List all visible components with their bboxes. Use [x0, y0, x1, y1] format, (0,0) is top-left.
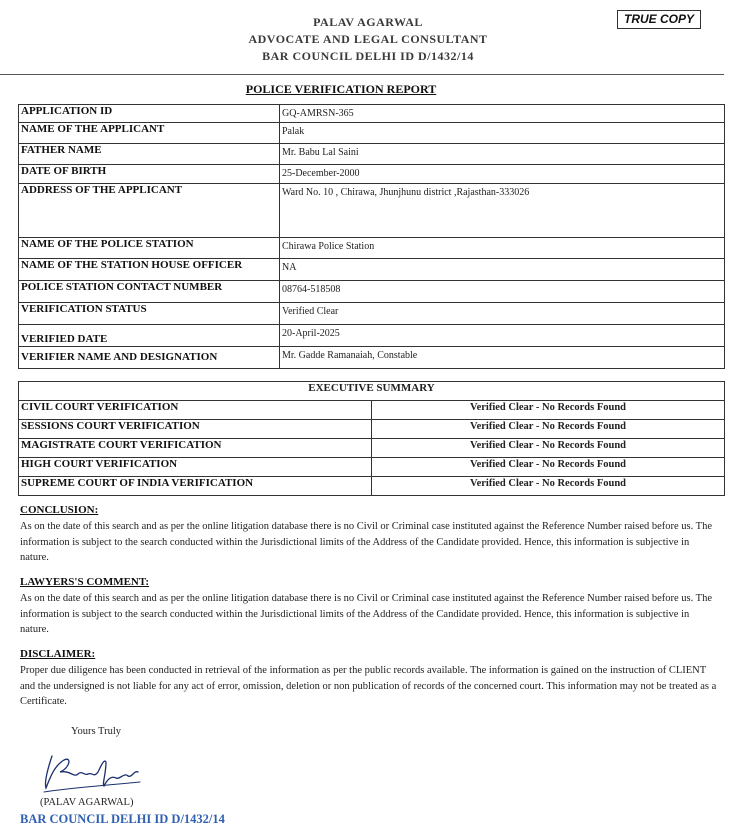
summary-heading: EXECUTIVE SUMMARY: [19, 382, 725, 401]
lawyers-comment-text: As on the date of this search and as per the online litigation database there is no Civil or Criminal case instituted against the Reference Number raised before us. The information is subject to the search conducted within the Jurisdictional limits of the Address of the Candidate provided. Hence, this information is subjective in nature.: [20, 593, 713, 635]
conclusion-title: CONCLUSION:: [20, 504, 99, 516]
signatory-bar-id: BAR COUNCIL DELHI ID D/1432/14: [20, 812, 225, 826]
table-row: [19, 325, 725, 347]
details-table: [18, 104, 725, 369]
disclaimer-section: [20, 647, 720, 710]
detail-label: NAME OF THE POLICE STATION: [19, 238, 280, 259]
detail-label: ADDRESS OF THE APPLICANT: [19, 184, 280, 238]
true-copy-stamp: TRUE COPY: [617, 10, 701, 29]
lawyers-comment-title: LAWYERS'S COMMENT:: [20, 576, 150, 588]
table-row: [19, 439, 725, 458]
table-row: [19, 382, 725, 401]
detail-value: Verified Clear: [280, 303, 725, 325]
court-label: HIGH COURT VERIFICATION: [19, 458, 372, 477]
disclaimer-title: DISCLAIMER:: [20, 648, 96, 660]
table-row: [19, 420, 725, 439]
detail-value: Ward No. 10 , Chirawa, Jhunjhunu district ,Rajasthan-333026: [280, 184, 725, 238]
header-divider: [0, 74, 724, 75]
court-status: Verified Clear - No Records Found: [372, 420, 725, 439]
court-label: SESSIONS COURT VERIFICATION: [19, 420, 372, 439]
detail-label: POLICE STATION CONTACT NUMBER: [19, 281, 280, 303]
lawyer-name: PALAV AGARWAL: [313, 15, 423, 29]
table-row: [19, 458, 725, 477]
table-row: [19, 281, 725, 303]
table-row: [19, 144, 725, 165]
lawyers-comment-section: [20, 575, 720, 638]
detail-label: FATHER NAME: [19, 144, 280, 165]
detail-label: DATE OF BIRTH: [19, 165, 280, 184]
conclusion-text: As on the date of this search and as per the online litigation database there is no Civil or Criminal case instituted against the Reference Number raised before us. The information is subject to the search conducted within the Jurisdictional limits of the Address of the Candidate provided. Hence, this information is subjective in nature.: [20, 521, 713, 563]
table-row: [19, 105, 725, 123]
court-status: Verified Clear - No Records Found: [372, 401, 725, 420]
executive-summary-table: [18, 381, 725, 496]
detail-value: Palak: [280, 123, 725, 144]
detail-value: Mr. Babu Lal Saini: [280, 144, 725, 165]
detail-label: VERIFICATION STATUS: [19, 303, 280, 325]
detail-label: VERIFIER NAME AND DESIGNATION: [19, 347, 280, 369]
detail-value: 08764-518508: [280, 281, 725, 303]
detail-label: NAME OF THE STATION HOUSE OFFICER: [19, 259, 280, 281]
court-label: MAGISTRATE COURT VERIFICATION: [19, 439, 372, 458]
lawyer-title: ADVOCATE AND LEGAL CONSULTANT: [248, 32, 488, 46]
disclaimer-text: Proper due diligence has been conducted in retrieval of the information as per the public records available. The information is gained on the instruction of CLIENT and the undersigned is not liable for any act of error, omission, deletion or non publication of records of the concerned court. This information may not be treated as a Certificate.: [20, 665, 717, 707]
detail-value: 20-April-2025: [280, 325, 725, 347]
court-label: SUPREME COURT OF INDIA VERIFICATION: [19, 477, 372, 496]
signatory-name: (PALAV AGARWAL): [40, 797, 134, 808]
report-title: POLICE VERIFICATION REPORT: [245, 82, 437, 96]
closing-text: Yours Truly: [71, 726, 122, 737]
court-status: Verified Clear - No Records Found: [372, 458, 725, 477]
detail-label: APPLICATION ID: [19, 105, 280, 123]
signature: [40, 748, 150, 796]
bar-council-id: BAR COUNCIL DELHI ID D/1432/14: [262, 49, 474, 63]
detail-label: VERIFIED DATE: [19, 325, 280, 347]
conclusion-section: [20, 503, 720, 566]
court-status: Verified Clear - No Records Found: [372, 477, 725, 496]
table-row: [19, 165, 725, 184]
detail-value: GQ-AMRSN-365: [280, 105, 725, 123]
table-row: [19, 238, 725, 259]
court-label: CIVIL COURT VERIFICATION: [19, 401, 372, 420]
table-row: [19, 259, 725, 281]
table-row: [19, 401, 725, 420]
detail-value: Mr. Gadde Ramanaiah, Constable: [280, 347, 725, 369]
detail-label: NAME OF THE APPLICANT: [19, 123, 280, 144]
table-row: [19, 123, 725, 144]
detail-value: NA: [280, 259, 725, 281]
table-row: [19, 303, 725, 325]
table-row: [19, 347, 725, 369]
table-row: [19, 184, 725, 238]
court-status: Verified Clear - No Records Found: [372, 439, 725, 458]
table-row: [19, 477, 725, 496]
detail-value: 25-December-2000: [280, 165, 725, 184]
detail-value: Chirawa Police Station: [280, 238, 725, 259]
